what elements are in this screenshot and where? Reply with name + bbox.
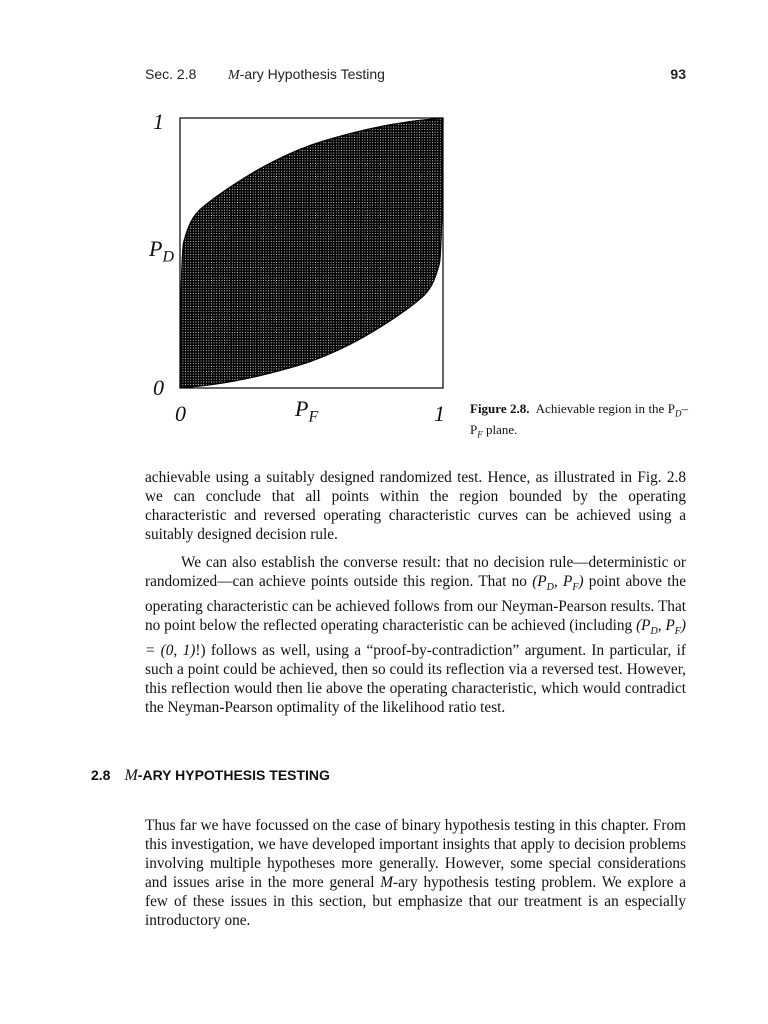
figure-caption-text: Achievable region in the P <box>535 401 675 416</box>
figure-achievable-region <box>140 105 460 435</box>
figure-caption-mid: –P <box>470 401 688 437</box>
paragraph-2-math-2-sub-f: F <box>674 626 681 638</box>
paragraph-2-math-2-a: (P <box>636 617 651 635</box>
paragraph-2-math-2-sub-d: D <box>650 626 658 638</box>
running-header-title <box>228 66 385 84</box>
running-header-title-var: M <box>228 68 240 83</box>
x-axis-label <box>295 396 318 426</box>
y-tick-0: 0 <box>153 375 164 400</box>
running-header-title-text: -ary Hypothesis Testing <box>239 66 385 82</box>
section-title: -ARY HYPOTHESIS TESTING <box>137 767 330 783</box>
figure-caption <box>470 401 688 442</box>
paragraph-2-math-1-mid: , P <box>553 573 573 590</box>
achievable-region-fill <box>180 118 443 388</box>
section-number: 2.8 <box>91 767 111 783</box>
figure-caption-label: Figure 2.8. <box>470 401 530 416</box>
paragraph-2-math-1-sub-d: D <box>546 582 554 594</box>
y-axis-label-var: P <box>149 236 163 261</box>
y-tick-1: 1 <box>153 109 164 134</box>
paragraph-2-text-b: point above the operating characteristic can be achieved follows from our Neyman-Pearson results. That no point below the reflected operating characteristic can be achieved (including <box>145 573 686 635</box>
y-axis-label-sub: D <box>162 248 175 266</box>
paragraph-2-text-c: !) follows as well, using a “proof-by-contradiction” argument. In particular, if such a point could be achieved, then so could its reflection via a reversed test. However, this reflection would then lie above the operating characteristic, which would contradict the Neyman-Pearson optimality of the likelihood ratio test. <box>145 642 687 717</box>
page-number: 93 <box>670 66 686 82</box>
paragraph-2-text-a: We can also establish the converse result: that no decision rule—deterministic or randomized—can achieve points outside this region. That no <box>145 554 686 590</box>
paragraph-3-text-b: -ary hypothesis testing problem. We explore a few of these issues in this section, but emphasize that our treatment is an especially introductory one. <box>145 874 686 929</box>
paragraph-2-math-1-sub-f: F <box>572 582 579 594</box>
paragraph-3 <box>145 816 686 930</box>
paragraph-1 <box>145 468 686 544</box>
paragraph-2-math-1 <box>532 573 584 594</box>
running-header-section: Sec. 2.8 <box>145 66 197 82</box>
figure-caption-sub-d: D <box>674 408 682 419</box>
y-axis-label <box>149 236 174 266</box>
figure-caption-sub-f: F <box>477 429 483 440</box>
paragraph-2-math-1-a: (P <box>532 573 547 590</box>
figure-caption-end: plane. <box>482 421 518 437</box>
x-axis-label-var: P <box>295 396 309 421</box>
x-tick-1: 1 <box>434 401 445 426</box>
paragraph-1-text: achievable using a suitably designed randomized test. Hence, as illustrated in Fig. 2.8 we can conclude that all points within the region bounded by the operating characteristic and reversed operating characteristic curves can be achieved using a suitably designed decision rule. <box>145 469 686 543</box>
paragraph-2-math-1-end: ) <box>578 573 584 590</box>
chart-svg <box>140 105 460 435</box>
paragraph-2 <box>145 553 686 717</box>
paragraph-2-math-2-end: ) = (0, 1) <box>145 617 687 660</box>
section-heading <box>91 767 330 785</box>
running-header <box>145 66 686 86</box>
paragraph-3-text-a: Thus far we have focussed on the case of binary hypothesis testing in this chapter. From this investigation, we have developed important insights that apply to decision problems involving multiple hypotheses more generally. However, some special considerations and issues arise in the more general <box>145 817 686 891</box>
paragraph-3-math: M <box>380 874 394 891</box>
section-title-var: M <box>124 767 138 784</box>
x-tick-0: 0 <box>175 401 186 426</box>
x-axis-label-sub: F <box>308 408 319 426</box>
paragraph-2-math-2-mid: , P <box>657 617 675 635</box>
